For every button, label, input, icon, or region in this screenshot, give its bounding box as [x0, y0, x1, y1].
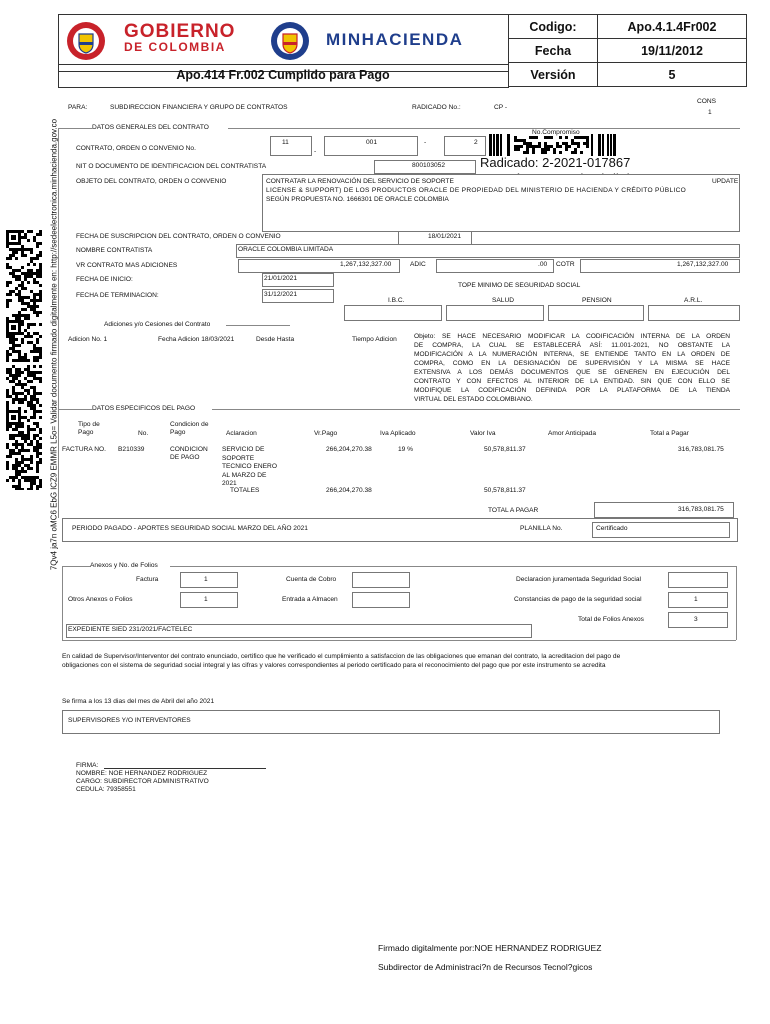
suscripcion-value: 18/01/2021 [428, 233, 462, 240]
salud-field [446, 305, 544, 321]
objeto-line1: CONTRATAR LA RENOVACIÓN DEL SERVICIO DE SOPORTE [266, 178, 454, 185]
barcode-icon [480, 134, 620, 156]
adicion-number: Adicion No. 1 [68, 336, 108, 343]
objeto-line: Objeto: SE HACE NECESARIO MODIFICAR LA CODIFICACIÓN INTERNA DE LA ORDEN [414, 333, 730, 340]
ibc-label: I.B.C. [388, 297, 405, 304]
firmante-cargo: Subdirector de Administraci?n de Recursos Tecnol?gicos [378, 962, 593, 972]
row-total: 316,783,081.75 [678, 446, 724, 453]
codigo-value: Apo.4.1.4Fr002 [598, 15, 747, 39]
arl-field [648, 305, 740, 321]
colombia-shield-icon [67, 22, 105, 60]
document-control-table [508, 14, 747, 87]
adiciones-title: Adiciones y/o Cesiones del Contrato [104, 321, 211, 328]
total-pagar-value: 316,783,081.75 [678, 506, 724, 513]
expediente-text: EXPEDIENTE SIED 231/2021/FACTELEC [68, 626, 193, 633]
contrato-part1: 11 [282, 139, 289, 146]
minhacienda-logo-text: MINHACIENDA [326, 30, 464, 49]
col-aclaracion: Aclaracion [226, 430, 257, 437]
otros-field [180, 592, 238, 608]
objeto-line: CONTRATO Y CON EFECTOS AL INTERIOR DE LA ENTIDAD. SIN QUE CON ELLO SE [414, 378, 730, 385]
row-aclaracion: SERVICIO DE SOPORTE TECNICO ENERO AL MARZO DE 2021 [222, 446, 277, 487]
objeto-line2: LICENSE & SUPPORT) DE LOS PRODUCTOS ORACLE DE PROPIEDAD DEL MINISTERIO DE HACIENDA Y CRÉDITO PÚBLICO [266, 187, 687, 194]
cons-value: 1 [708, 109, 712, 116]
pension-label: PENSION [582, 297, 612, 304]
nit-value: 800103052 [412, 162, 446, 169]
adic-label: ADIC [410, 261, 426, 268]
entrada-field [352, 592, 410, 608]
radicado-label: RADICADO No.: [412, 104, 461, 111]
contratista-value: ORACLE COLOMBIA LIMITADA [238, 246, 334, 253]
col-amor: Amor Anticipada [548, 430, 597, 437]
contrato-dash2: - [424, 139, 427, 146]
contrato-part1-field [270, 136, 312, 156]
inicio-value: 21/01/2021 [264, 275, 298, 282]
vr-label: VR CONTRATO MAS ADICIONES [76, 262, 178, 269]
row-no: B210339 [118, 446, 145, 453]
row-condicion: CONDICION DE PAGO [170, 446, 208, 461]
objeto-line: MODIFIQUE LA CODIFICACIÓN DEFINIDA POR LA PLATAFORMA DE LA TIENDA [414, 387, 730, 394]
cuenta-field [352, 572, 410, 588]
objeto-line: DE COMPRA, LA CUAL SE ESTABLECERÁ ASÍ: 11.001-2021, NO OBSTANTE LA [414, 342, 730, 349]
row-tipo: FACTURA NO. [62, 446, 106, 453]
objeto-line1-end: UPDATE [712, 178, 739, 185]
page-title: Apo.414 Fr.002 Cumplido para Pago [176, 68, 390, 82]
salud-label: SALUD [492, 297, 514, 304]
datos-generales-title: DATOS GENERALES DEL CONTRATO [92, 124, 209, 131]
gobierno-logo-line2: DE COLOMBIA [124, 40, 226, 54]
contrato-label: CONTRATO, ORDEN O CONVENIO No. [76, 145, 196, 152]
anexos-title: Anexos y No. de Folios [90, 562, 158, 569]
objeto-line: MODIFICACIÓN A LA NUMERACIÓN INTERNA, SE ENTIENDE TANTO EN LA ORDEN DE [414, 351, 730, 358]
fecha-label: Fecha [509, 39, 598, 63]
contratista-label: NOMBRE CONTRATISTA [76, 247, 153, 254]
contrato-part2: 001 [366, 139, 378, 146]
firma-label: FIRMA: [76, 762, 99, 769]
objeto-line: VIRTUAL DEL ESTADO COLOMBIANO. [414, 396, 533, 403]
adic-field [436, 259, 554, 273]
cuenta-label: Cuenta de Cobro [286, 576, 337, 583]
row-vrpago: 266,204,270.38 [326, 446, 372, 453]
otros-label: Otros Anexos o Folios [68, 596, 133, 603]
supervisores-label: SUPERVISORES Y/O INTERVENTORES [68, 717, 191, 724]
compromiso-label: No.Compromiso [532, 129, 580, 136]
cotr-value: 1,267,132,327.00 [677, 261, 729, 268]
codigo-label: Codigo: [509, 15, 598, 39]
total-folios-value: 3 [694, 616, 698, 623]
adicion-objeto [414, 332, 730, 404]
minhacienda-shield-icon [271, 22, 309, 60]
row-valoriva: 50,578,811.37 [484, 446, 526, 453]
constancias-label: Constancias de pago de la seguridad social [514, 596, 642, 603]
para-label: PARA: [68, 104, 88, 111]
planilla-value: Certificado [596, 525, 628, 532]
cp-label: CP - [494, 104, 508, 111]
constancias-value: 1 [694, 596, 698, 603]
tope-label: TOPE MINIMO DE SEGURIDAD SOCIAL [458, 282, 581, 289]
contrato-part3: 2 [474, 139, 478, 146]
factura-field [180, 572, 238, 588]
version-value: 5 [598, 63, 747, 87]
adic-value: .00 [538, 261, 548, 268]
pago-title: DATOS ESPECIFICOS DEL PAGO [92, 405, 196, 412]
firma-cedula: CEDULA: 79358551 [76, 786, 136, 793]
cotr-label: COTR [556, 261, 575, 268]
entrada-label: Entrada a Almacen [282, 596, 338, 603]
certificacion-line2: obligaciones con el sistema de seguridad social integral y las cifras y valores correspondientes al periodo certificado para el reconocimiento del pago que por este instrumento se acredita [62, 662, 606, 669]
arl-label: A.R.L. [684, 297, 703, 304]
objeto-line: EXTENSIVA A LOS DEMÁS DOCUMENTOS QUE SE GENEREN EN EJECUCIÓN DEL [414, 369, 730, 376]
col-iva: Iva Aplicado [380, 430, 416, 437]
fecha-value: 19/11/2012 [598, 39, 747, 63]
objeto-line: COMPRA, COMO EN LA DESIGNACIÓN DE SUPERVISIÓN Y LA MISMA SE HACE [414, 360, 730, 367]
col-tipo-pago: Tipo de Pago [78, 421, 100, 436]
terminacion-value: 31/12/2021 [264, 291, 298, 298]
suscripcion-label: FECHA DE SUSCRIPCION DEL CONTRATO, ORDEN O CONVENIO [76, 233, 281, 240]
constancias-field [668, 592, 728, 608]
cons-label: CONS [697, 98, 717, 105]
totales-iva: 50,578,811.37 [484, 487, 526, 494]
declaracion-field [668, 572, 728, 588]
fecha-adicion: Fecha Adicion 18/03/2021 [158, 336, 235, 343]
objeto-line3: SEGÚN PROPUESTA NO. 1666301 DE ORACLE COLOMBIA [266, 196, 449, 203]
row-iva: 19 % [398, 446, 414, 453]
total-pagar-label: TOTAL A PAGAR [488, 507, 539, 514]
validation-side-text: 7Qv4 ja7n oMC6 EbG lCZ9 EMMR L5o= Validar documento firmado digitalmente en: http://sedeelectronica.minhacienda.gov.co [49, 118, 59, 571]
firmado-digitalmente: Firmado digitalmente por:NOE HERNANDEZ RODRIGUEZ [378, 943, 602, 953]
total-folios-label: Total de Folios Anexos [578, 616, 644, 623]
col-no: No. [138, 430, 149, 437]
total-folios-field [668, 612, 728, 628]
col-total: Total a Pagar [650, 430, 689, 437]
vr-value: 1,267,132,327.00 [340, 261, 392, 268]
terminacion-label: FECHA DE TERMINACION: [76, 292, 159, 299]
inicio-label: FECHA DE INICIO: [76, 276, 133, 283]
pension-field [548, 305, 644, 321]
totales-label: TOTALES [230, 487, 260, 494]
radicado-stamp: Radicado: 2-2021-017867 [480, 155, 631, 170]
objeto-label: OBJETO DEL CONTRATO, ORDEN O CONVENIO [76, 178, 227, 185]
col-vrpago: Vr.Pago [314, 430, 338, 437]
totales-vrpago: 266,204,270.38 [326, 487, 372, 494]
col-valoriva: Valor Iva [470, 430, 496, 437]
gobierno-logo-line1: GOBIERNO [124, 21, 236, 42]
col-condicion: Condicion de Pago [170, 421, 209, 436]
firma-fecha: Se firma a los 13 dias del mes de Abril del año 2021 [62, 698, 215, 705]
otros-value: 1 [204, 596, 208, 603]
desde-hasta: Desde Hasta [256, 336, 295, 343]
certificacion-line1: En calidad de Supervisor/Interventor del contrato enunciado, certifico que he verificado el cumplimiento a satisfaccion de las obligaciones que emanan del contrato, la acreditacion del pago de [62, 653, 621, 660]
ibc-field [344, 305, 442, 321]
planilla-label: PLANILLA No. [520, 525, 563, 532]
periodo-text: PERIODO PAGADO - APORTES SEGURIDAD SOCIAL MARZO DEL AÑO 2021 [72, 525, 308, 532]
factura-value: 1 [204, 576, 208, 583]
version-label: Versión [509, 63, 598, 87]
declaracion-label: Declaracion juramentada Seguridad Social [516, 576, 641, 583]
nit-label: NIT O DOCUMENTO DE IDENTIFICACION DEL CONTRATISTA [76, 163, 267, 170]
firma-cargo: CARGO: SUBDIRECTOR ADMINISTRATIVO [76, 778, 209, 785]
firma-nombre: NOMBRE: NOE HERNANDEZ RODRIGUEZ [76, 770, 208, 777]
factura-label: Factura [136, 576, 159, 583]
tiempo-adicion: Tiempo Adicion [352, 336, 397, 343]
para-value: SUBDIRECCION FINANCIERA Y GRUPO DE CONTRATOS [110, 104, 288, 111]
qr-code-icon [6, 230, 42, 490]
contrato-dash1: - [314, 148, 317, 155]
